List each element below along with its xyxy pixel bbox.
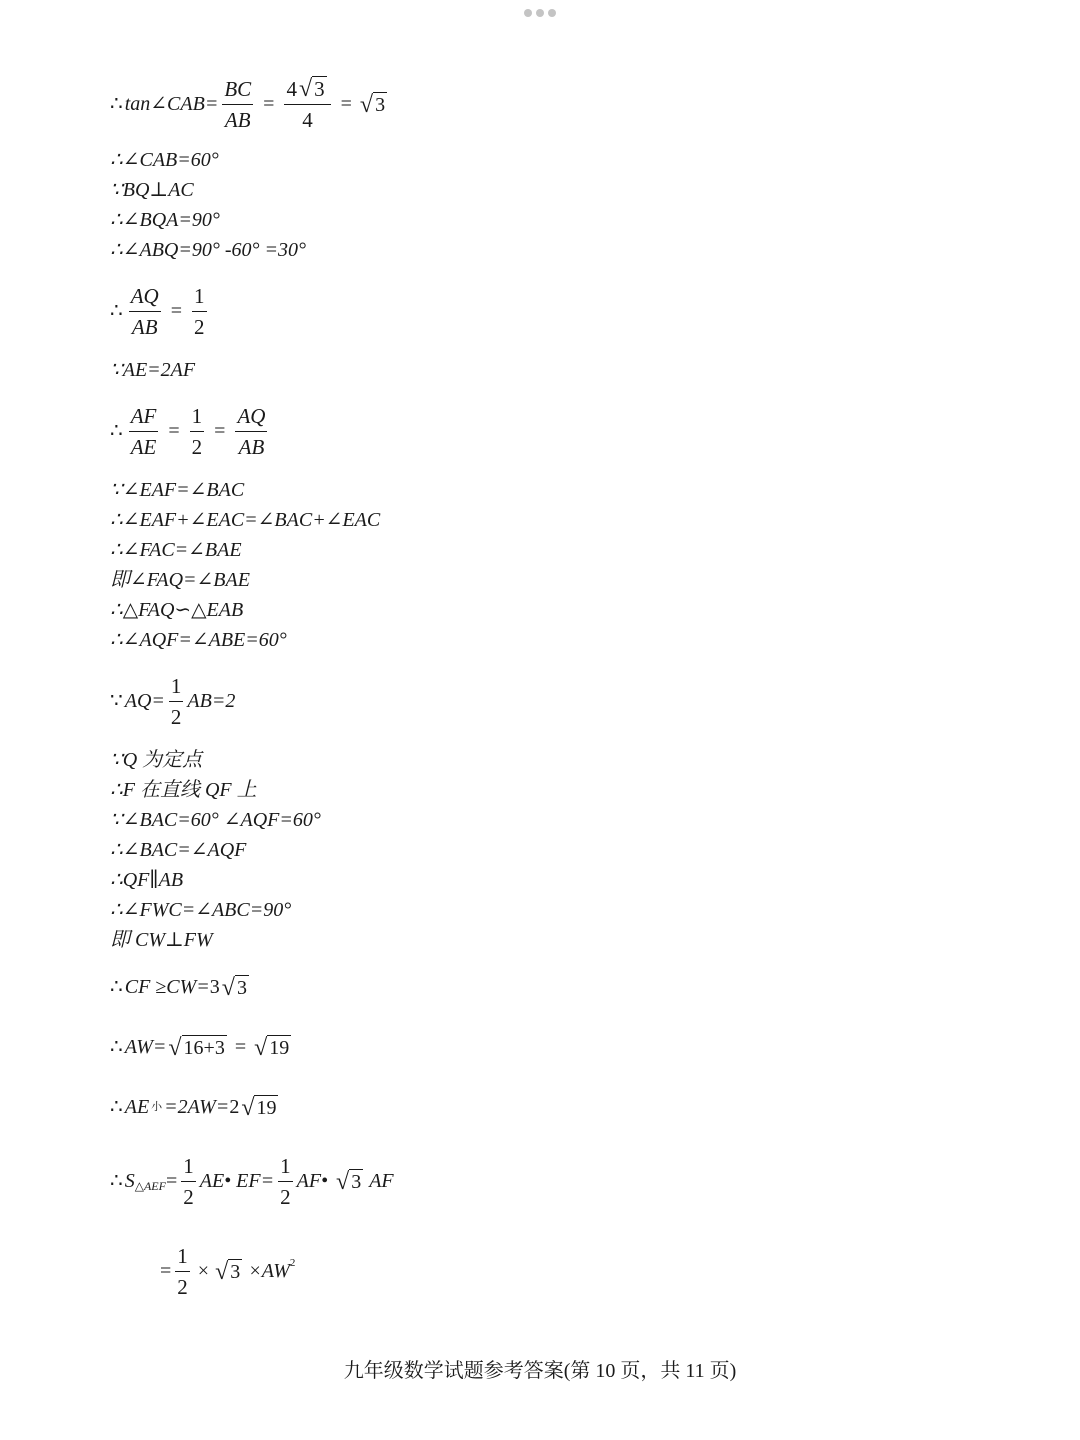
fraction: $\frac{AQ}{AB}$ bbox=[130, 283, 159, 339]
line-bac-eq-aqf: ∴∠BAC=∠AQF bbox=[110, 839, 247, 861]
line-fac-bae: ∴∠FAC=∠BAE bbox=[110, 539, 242, 561]
sqrt: √ 3 bbox=[221, 974, 247, 1001]
fraction: 4 √ 3 4 bbox=[284, 76, 330, 133]
line-aq-half-ab: ∵ AQ= $\frac{1}{2}$ AB=2 bbox=[110, 673, 236, 729]
line-aw: ∴ AW= √ 16+3 = √ 19 bbox=[110, 1034, 290, 1061]
line-abq-30: ∴∠ABQ=90° -60° =30° bbox=[110, 239, 307, 261]
sqrt: √ 3 bbox=[359, 91, 386, 118]
fraction: $\frac{1}{2}$ bbox=[194, 283, 205, 339]
line-qf-parallel-ab: ∴QF∥AB bbox=[110, 869, 184, 891]
sqrt: √ 3 bbox=[336, 1168, 362, 1195]
line-cab-60: ∴∠CAB=60° bbox=[110, 149, 219, 171]
line-ae-2af: ∵AE=2AF bbox=[110, 359, 196, 381]
line-bqa-90: ∴∠BQA=90° bbox=[110, 209, 220, 231]
fraction: $\frac{1}{2}$ bbox=[280, 1153, 291, 1209]
fraction: $\frac{AQ}{AB}$ bbox=[237, 403, 266, 459]
fraction: $\frac{1}{2}$ bbox=[177, 1243, 188, 1299]
sqrt: √ 19 bbox=[241, 1094, 277, 1121]
fraction: $\frac{BC}{AB}$ bbox=[224, 76, 252, 132]
fraction: $\frac{AF}{AE}$ bbox=[130, 403, 157, 459]
page-footer: 九年级数学试题参考答案(第 10 页，共 11 页) bbox=[343, 1360, 737, 1382]
line-eaf-bac: ∵∠EAF=∠BAC bbox=[110, 479, 245, 501]
line-bac-aqf-60: ∵∠BAC=60° ∠AQF=60° bbox=[110, 809, 321, 831]
line-af-ae-ratio: ∴ $\frac{AF}{AE}$ = $\frac{1}{2}$ = $\frac{AQ}{AB}$ bbox=[110, 403, 266, 459]
line-tan-cab: ∴ tan∠CAB= $\frac{BC}{AB}$ = 4 √ 3 4 = √ 3 bbox=[110, 75, 386, 132]
sqrt: √ 16+3 bbox=[168, 1034, 225, 1061]
line-f-on-qf: ∴F 在直线 QF 上 bbox=[110, 779, 257, 801]
line-eaf-eac-sum: ∴∠EAF+∠EAC=∠BAC+∠EAC bbox=[110, 509, 381, 531]
line-aq-ab-ratio: ∴ $\frac{AQ}{AB}$ = $\frac{1}{2}$ bbox=[110, 283, 205, 339]
line-cf-cw: ∴ CF ≥CW= 3 √ 3 bbox=[110, 974, 247, 1001]
line-faq-bae: 即∠FAQ=∠BAE bbox=[110, 569, 250, 591]
sqrt: √ 3 bbox=[215, 1258, 241, 1285]
line-similar-triangles: ∴△FAQ∽△EAB bbox=[110, 599, 244, 621]
line-cw-perp-fw: 即 CW⊥FW bbox=[110, 929, 213, 951]
line-area-aef: ∴ S △AEF = $\frac{1}{2}$ AE• EF= $\frac{1}{2}$ AF• √ 3 AF bbox=[110, 1153, 394, 1209]
sqrt: √ 19 bbox=[254, 1034, 290, 1061]
line-ae-min: ∴ AE 小 =2AW= 2 √ 19 bbox=[110, 1094, 277, 1121]
fraction: $\frac{1}{2}$ bbox=[191, 403, 203, 459]
line-aqf-abe-60: ∴∠AQF=∠ABE=60° bbox=[110, 629, 287, 651]
line-q-fixed-point: ∵Q 为定点 bbox=[110, 749, 203, 771]
line-area-result: = $\frac{1}{2}$ × √ 3 ×AW 2 bbox=[160, 1243, 296, 1299]
more-menu-icon[interactable] bbox=[524, 9, 556, 17]
fraction: $\frac{1}{2}$ bbox=[170, 673, 182, 729]
line-bq-perp-ac: ∵BQ⊥AC bbox=[110, 179, 194, 201]
fraction: $\frac{1}{2}$ bbox=[183, 1153, 194, 1209]
line-fwc-abc-90: ∴∠FWC=∠ABC=90° bbox=[110, 899, 292, 921]
